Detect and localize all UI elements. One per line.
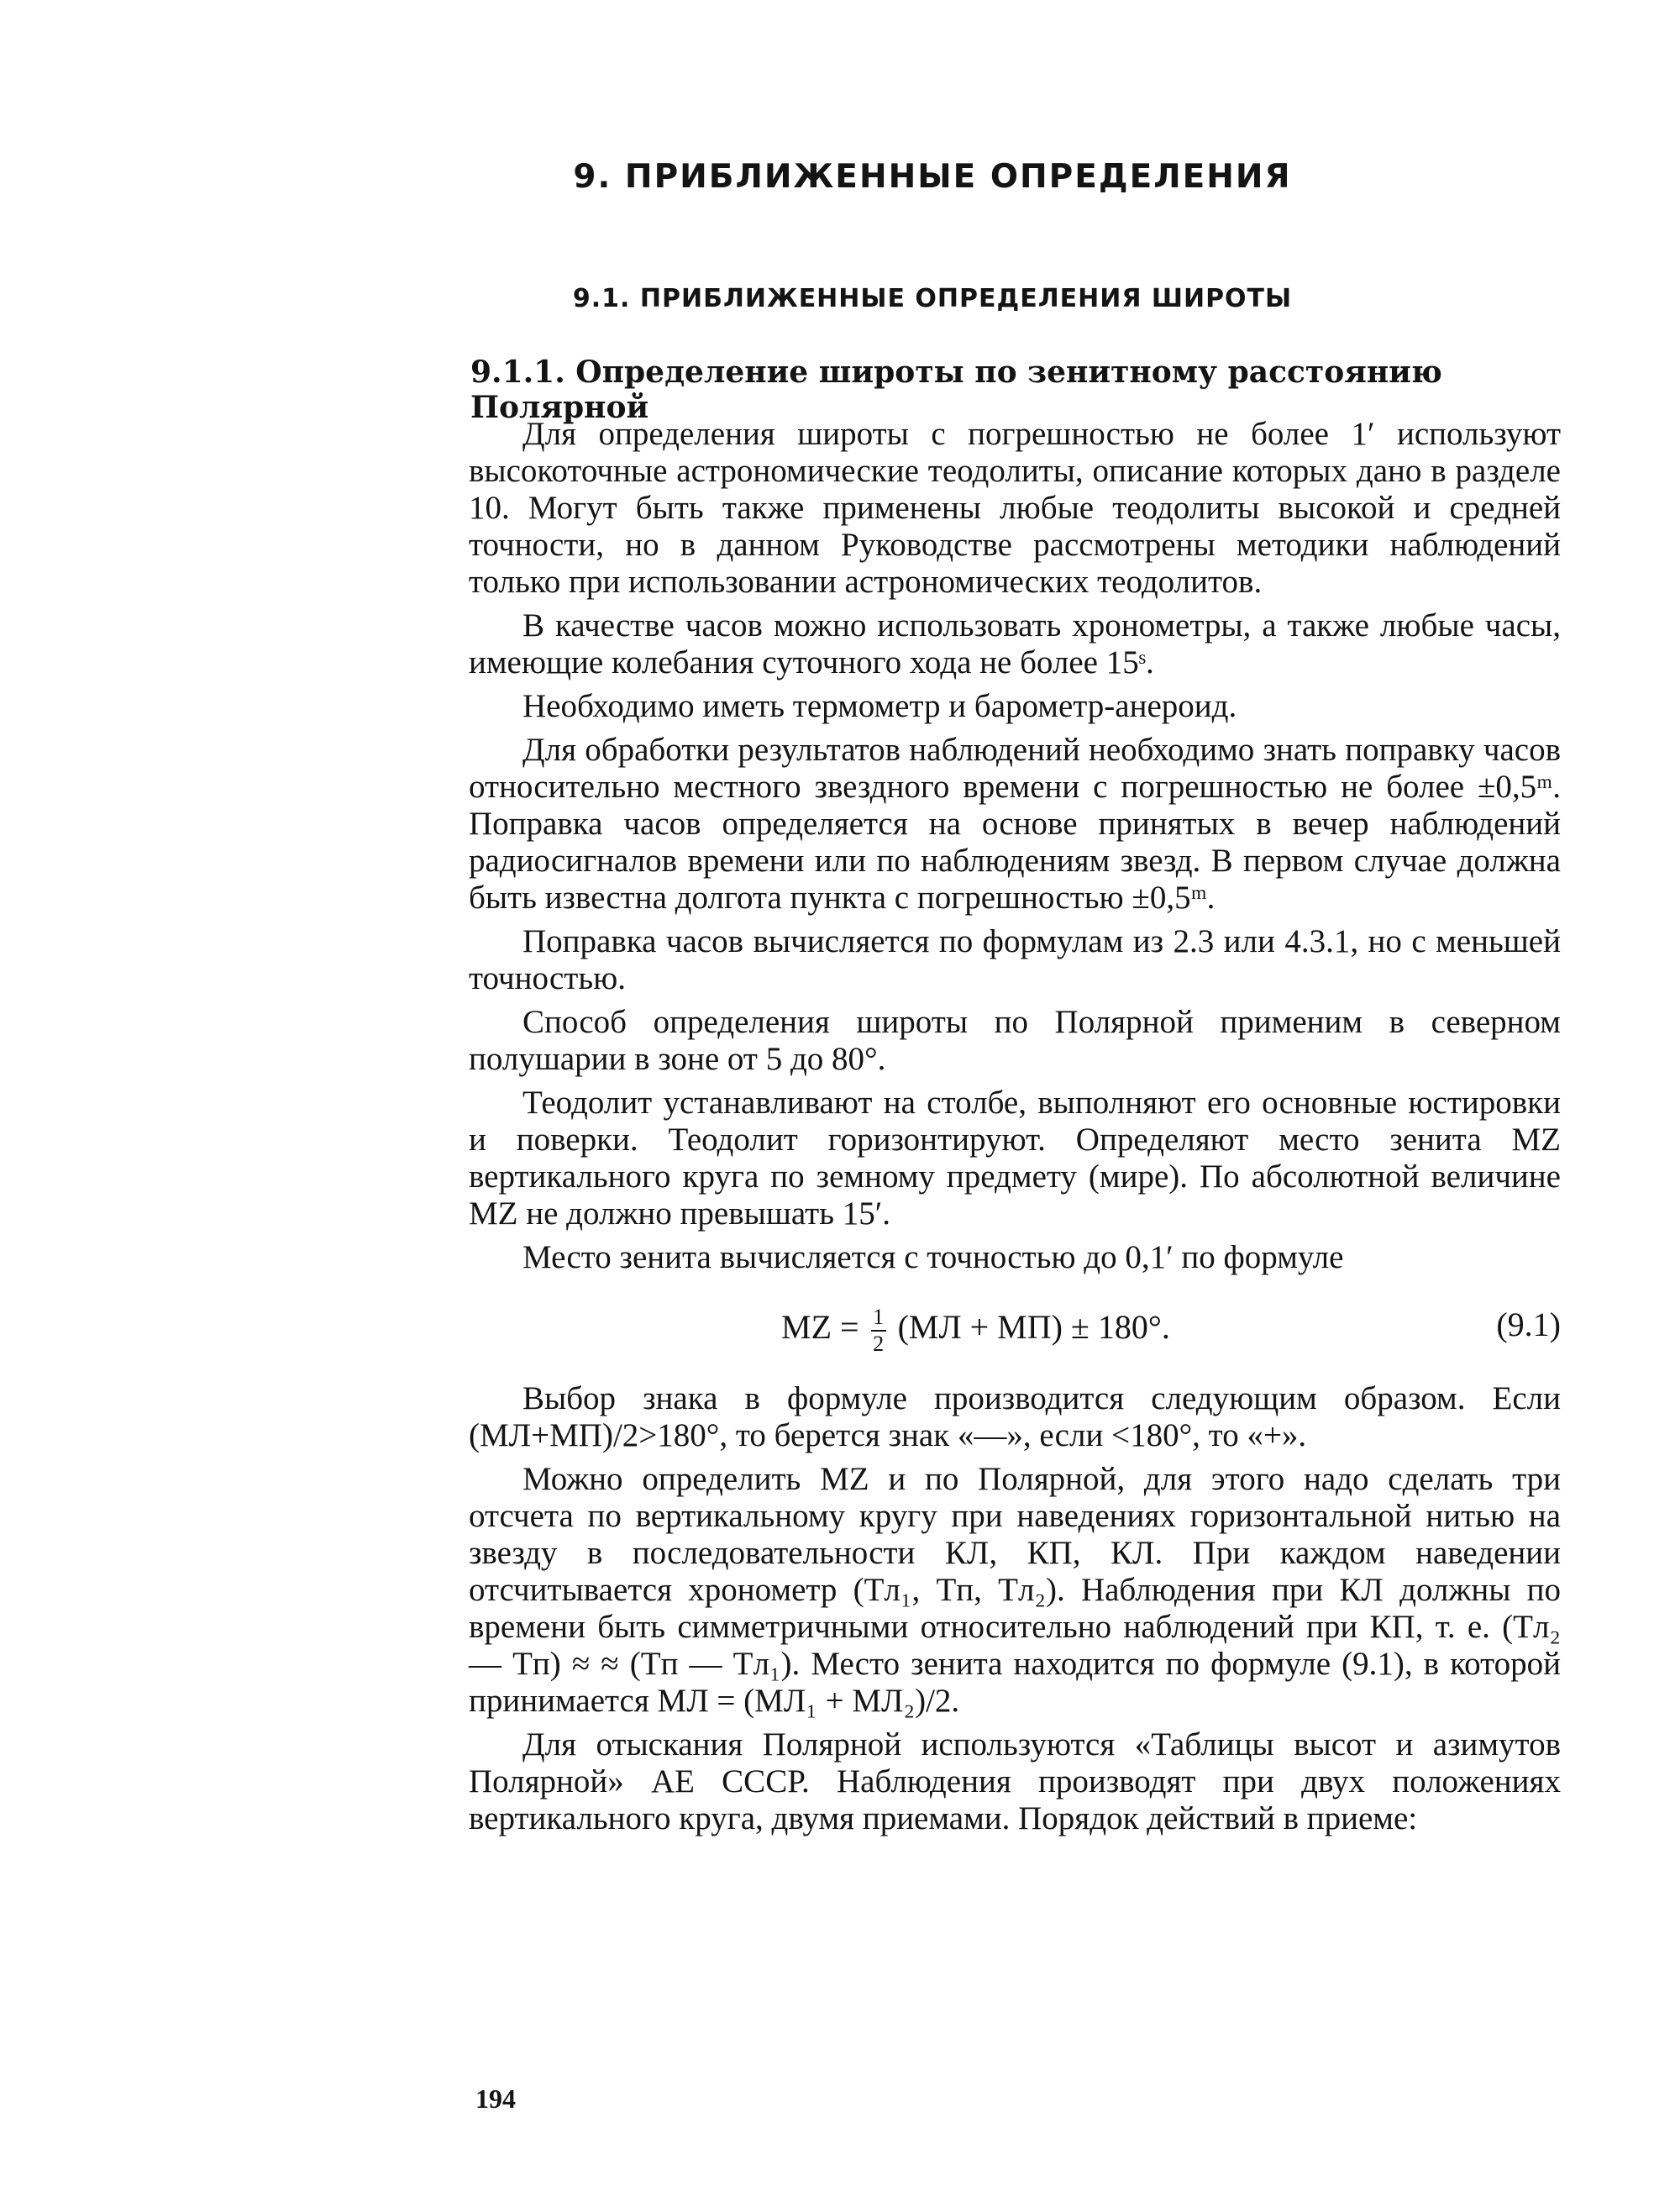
formula-expression [781, 1306, 1170, 1355]
paragraph: Для обработки результатов наблюдений необходимо знать поправку часов относительно местного звездного времени с погрешностью не более ±0,5ᵐ. Поправка часов определяется на основе принятых в вечер наблюдений радиосигналов времени или по наблюдениям звезд. В первом случае должна быть известна долгота пункта с погрешностью ±0,5ᵐ. [469, 732, 1561, 916]
section-title: 9.1. ПРИБЛИЖЕННЫЕ ОПРЕДЕЛЕНИЯ ШИРОТЫ [572, 284, 1293, 313]
formula-number: (9.1) [1496, 1306, 1561, 1343]
formula-fraction [871, 1306, 886, 1355]
paragraph: Место зенита вычисляется с точностью до 0,1′ по формуле [522, 1239, 1344, 1275]
body-text [469, 416, 1561, 1837]
fraction-denominator: 2 [873, 1332, 885, 1356]
paragraph: Необходимо иметь термометр и барометр-анероид. [522, 688, 1237, 724]
subsection-title: 9.1.1. Определение широты по зенитному расстоянию Полярной [470, 355, 1442, 425]
formula-9-1 [469, 1295, 1561, 1362]
formula-rhs: (МЛ + МП) ± 180°. [897, 1308, 1170, 1347]
page-number: 194 [475, 2083, 516, 2114]
paragraph: Для определения широты с погрешностью не более 1′ используют высокоточные астрономические теодолиты, описание которых дано в разделе 10. Могут быть также применены любые теодолиты высокой и средней точности, но в данном Руководстве рассмотрены методики наблюдений только при использовании астрономических теодолитов. [469, 416, 1561, 600]
paragraph: В качестве часов можно использовать хронометры, а также любые часы, имеющие колебания суточного хода не более 15ˢ. [469, 607, 1561, 680]
paragraph: Выбор знака в формуле производится следующим образом. Если (МЛ+МП)/2>180°, то берется знак «—», если <180°, то «+». [469, 1380, 1561, 1453]
chapter-title: 9. ПРИБЛИЖЕННЫЕ ОПРЕДЕЛЕНИЯ [573, 158, 1292, 196]
paragraph: Поправка часов вычисляется по формулам из 2.3 или 4.3.1, но с меньшей точностью. [469, 923, 1561, 996]
paragraph: Для отыскания Полярной используются «Таблицы высот и азимутов Полярной» АЕ СССР. Наблюдения производят при двух положениях вертикального круга, двумя приемами. Порядок действий в приеме: [469, 1726, 1561, 1836]
fraction-numerator: 1 [873, 1305, 885, 1329]
paragraph: Можно определить MZ и по Полярной, для этого надо сделать три отсчета по вертикальному кругу при наведениях горизонтальной нитью на звезду в последовательности КЛ, КП, КЛ. При каждом наведении отсчитывается хронометр (Tл₁, Tп, Tл₂). Наблюдения при КЛ должны по времени быть симметричными относительно наблюдений при КП, т. е. (Tл₂ — Tп) ≈ ≈ (Tп — Tл₁). Место зенита находится по формуле (9.1), в которой принимается МЛ = (МЛ₁ + МЛ₂)/2. [469, 1461, 1561, 1719]
paragraph: Способ определения широты по Полярной применим в северном полушарии в зоне от 5 до 80°. [469, 1004, 1561, 1077]
formula-lhs: MZ = [781, 1308, 859, 1347]
paragraph: Теодолит устанавливают на столбе, выполняют его основные юстировки и поверки. Теодолит горизонтируют. Определяют место зенита MZ вертикального круга по земному предмету (мире). По абсолютной величине MZ не должно превышать 15′. [469, 1085, 1561, 1232]
